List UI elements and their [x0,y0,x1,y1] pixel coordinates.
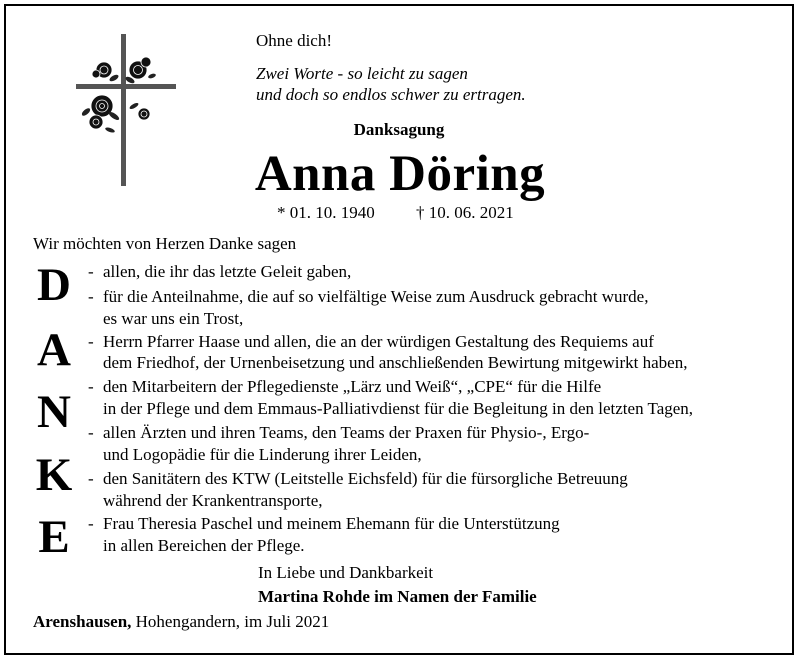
item-line: den Mitarbeitern der Pflegedienste „Lärz und Weiß“, „CPE“ für die Hilfe [103,377,602,396]
place-date [33,612,329,632]
danke-letter-d: D [37,259,71,311]
death-date: † 10. 06. 2021 [416,203,514,222]
danke-letter-n: N [37,386,71,438]
poem-line-1: Zwei Worte - so leicht zu sagen [256,64,468,83]
item-dash: - [88,377,94,396]
item-line: Herrn Pfarrer Haase und allen, die an der würdigen Gestaltung des Requiems auf [103,332,654,351]
item-dash: - [88,514,94,533]
motto-title: Ohne dich! [256,31,333,50]
item-line: für die Anteilnahme, die auf so vielfältige Weise zum Ausdruck gebracht wurde, [103,287,649,306]
item-dash: - [88,423,94,442]
item-line: während der Krankentransporte, [103,491,323,510]
place-town: Arenshausen, [33,612,132,631]
deceased-name: Anna Döring [254,146,546,202]
item-line: es war uns ein Trost, [103,309,244,328]
item-dash: - [88,262,94,281]
poem-line-2: und doch so endlos schwer zu ertragen. [256,85,526,104]
item-line: dem Friedhof, der Urnenbeisetzung und anschließenden Bewirtung mitgewirkt haben, [103,353,688,372]
item-line: und Logopädie für die Linderung ihrer Leiden, [103,445,422,464]
signature-line: Martina Rohde im Namen der Familie [258,587,537,606]
item-line: Frau Theresia Paschel und meinem Ehemann für die Unterstützung [103,514,560,533]
birth-date: * 01. 10. 1940 [277,203,375,222]
item-line: in der Pflege und dem Emmaus-Palliativdienst für die Begleitung in den letzten Tagen, [103,399,694,418]
danke-letter-e: E [38,511,70,563]
item-line: den Sanitätern des KTW (Leitstelle Eichsfeld) für die fürsorgliche Betreuung [103,469,628,488]
item-dash: - [88,287,94,306]
item-dash: - [88,469,94,488]
item-dash: - [88,332,94,351]
danke-letter-k: K [35,449,73,501]
place-rest: Hohengandern, im Juli 2021 [135,612,330,631]
item-line: allen Ärzten und ihren Teams, den Teams der Praxen für Physio-, Ergo- [103,423,590,442]
item-line: allen, die ihr das letzte Geleit gaben, [103,262,352,281]
closing-line: In Liebe und Dankbarkeit [258,563,434,582]
intro-text: Wir möchten von Herzen Danke sagen [33,234,297,253]
item-line: in allen Bereichen der Pflege. [103,536,305,555]
danke-letter-a: A [37,324,71,376]
danksagung-heading: Danksagung [353,120,445,139]
